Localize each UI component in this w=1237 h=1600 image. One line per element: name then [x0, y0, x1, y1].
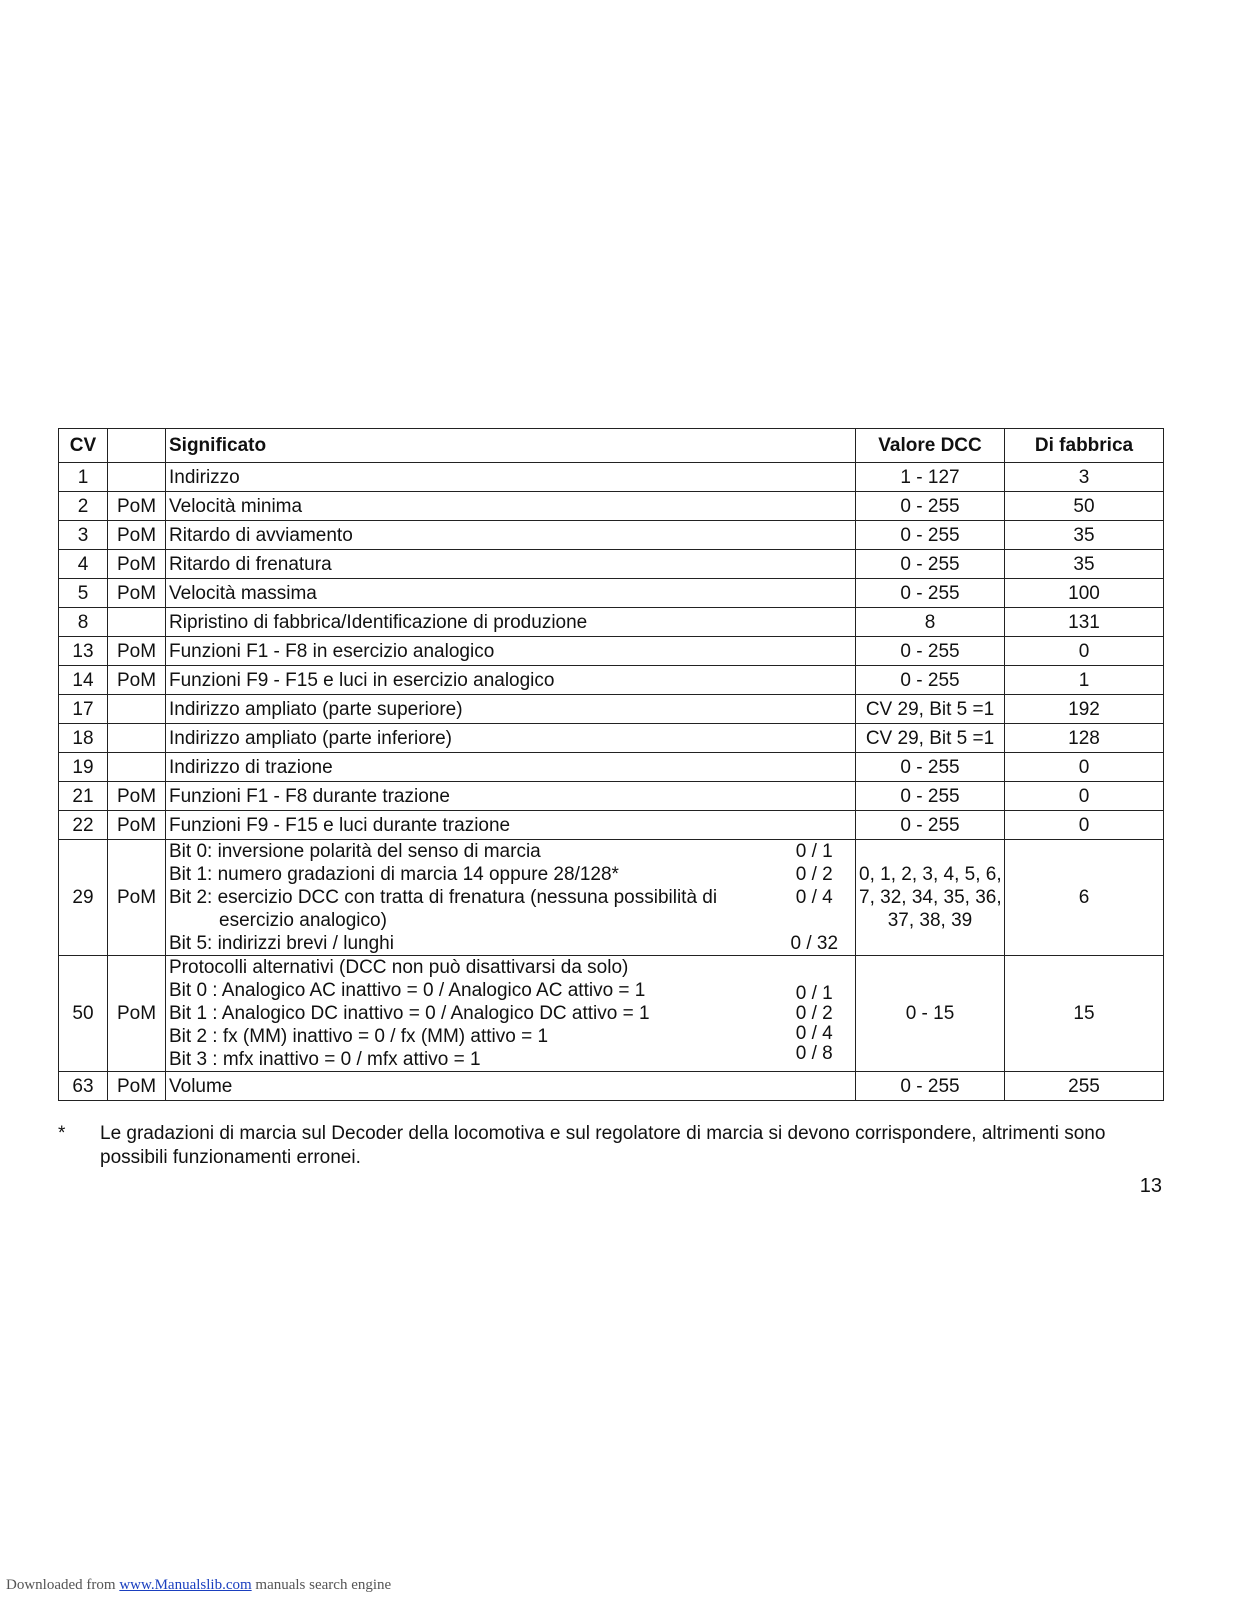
cv-number: 13: [59, 637, 108, 666]
cv-number: 17: [59, 695, 108, 724]
cv-table: [58, 428, 1164, 1101]
pom-flag: PoM: [108, 550, 166, 579]
cv-number: 1: [59, 463, 108, 492]
pom-flag: PoM: [108, 521, 166, 550]
cv50-bit-values: [774, 956, 856, 1072]
cv50-description: [166, 956, 774, 1072]
table-row: [59, 463, 1164, 492]
pom-flag: [108, 608, 166, 637]
cv-description: Funzioni F9 - F15 e luci durante trazione: [166, 811, 856, 840]
factory-value: 15: [1005, 956, 1164, 1072]
cv29-value-2: 0 / 4: [795, 887, 833, 908]
cv-number: 5: [59, 579, 108, 608]
dcc-range: 0 - 255: [856, 637, 1005, 666]
download-prefix: Downloaded from: [6, 1577, 120, 1593]
factory-value: 255: [1005, 1072, 1164, 1101]
table-row-cv29: [59, 840, 1164, 956]
table-header-row: [59, 429, 1164, 463]
cv29-value-1: 0 / 2: [795, 864, 833, 885]
dcc-range: 0 - 255: [856, 492, 1005, 521]
table-row: [59, 666, 1164, 695]
cv29-value-5: 0 / 32: [790, 933, 839, 954]
pom-flag: PoM: [108, 840, 166, 956]
cv50-value-0: 0 / 1: [795, 982, 833, 1004]
cv50-value-3: 0 / 8: [795, 1042, 833, 1064]
factory-value: 0: [1005, 782, 1164, 811]
dcc-range: 0 - 255: [856, 579, 1005, 608]
table-row: [59, 608, 1164, 637]
table-row: [59, 550, 1164, 579]
footnote-mark: *: [58, 1123, 66, 1144]
cv50-bit2: Bit 2 : fx (MM) inattivo = 0 / fx (MM) attivo = 1: [169, 1026, 549, 1047]
cv50-value-2: 0 / 4: [795, 1022, 833, 1044]
download-suffix: manuals search engine: [251, 1577, 392, 1593]
download-attribution: [6, 1577, 391, 1594]
cv-number: 29: [59, 840, 108, 956]
cv50-bit1: Bit 1 : Analogico DC inattivo = 0 / Analogico DC attivo = 1: [169, 1003, 650, 1024]
cv29-value-0: 0 / 1: [795, 841, 833, 862]
dcc-range: 0 - 255: [856, 753, 1005, 782]
cv-number: 14: [59, 666, 108, 695]
cv-description: Funzioni F1 - F8 in esercizio analogico: [166, 637, 856, 666]
page-number: 13: [1139, 1175, 1162, 1197]
dcc-range: 0 - 255: [856, 782, 1005, 811]
cv-number: 22: [59, 811, 108, 840]
cv29-description: [166, 840, 774, 956]
factory-value: 0: [1005, 637, 1164, 666]
pom-flag: PoM: [108, 492, 166, 521]
factory-value: 1: [1005, 666, 1164, 695]
manualslib-link[interactable]: www.Manualslib.com: [119, 1577, 252, 1593]
table-row-cv50: [59, 956, 1164, 1072]
dcc-range: 0 - 255: [856, 666, 1005, 695]
cv-description: Velocità minima: [166, 492, 856, 521]
pom-flag: PoM: [108, 811, 166, 840]
dcc-range: CV 29, Bit 5 =1: [856, 695, 1005, 724]
header-valore-dcc: Valore DCC: [856, 429, 1005, 463]
cv50-bit0: Bit 0 : Analogico AC inattivo = 0 / Analogico AC attivo = 1: [169, 980, 646, 1001]
table-row: [59, 811, 1164, 840]
cv-number: 2: [59, 492, 108, 521]
footnote-text: Le gradazioni di marcia sul Decoder della locomotiva e sul regolatore di marcia si devono corrispondere, altrimenti sono possibili funzionamenti erronei.: [100, 1123, 1106, 1168]
cv-number: 19: [59, 753, 108, 782]
cv29-bit2-cont: esercizio analogico): [219, 910, 387, 931]
table-row: [59, 724, 1164, 753]
cv-description: Indirizzo: [166, 463, 856, 492]
dcc-range: 0 - 255: [856, 811, 1005, 840]
cv-description: Indirizzo di trazione: [166, 753, 856, 782]
table-row: [59, 637, 1164, 666]
cv-description: Funzioni F1 - F8 durante trazione: [166, 782, 856, 811]
cv50-value-1: 0 / 2: [795, 1002, 833, 1024]
factory-value: 6: [1005, 840, 1164, 956]
table-row: [59, 753, 1164, 782]
factory-value: 0: [1005, 811, 1164, 840]
factory-value: 128: [1005, 724, 1164, 753]
pom-flag: PoM: [108, 782, 166, 811]
cv-description: Indirizzo ampliato (parte inferiore): [166, 724, 856, 753]
cv29-bit1: Bit 1: numero gradazioni di marcia 14 oppure 28/128*: [169, 864, 619, 885]
table-row: [59, 521, 1164, 550]
table-row: [59, 579, 1164, 608]
header-di-fabbrica: Di fabbrica: [1005, 429, 1164, 463]
factory-value: 35: [1005, 550, 1164, 579]
pom-flag: [108, 753, 166, 782]
pom-flag: [108, 463, 166, 492]
cv50-dcc-range: 0 - 15: [856, 956, 1005, 1072]
pom-flag: PoM: [108, 956, 166, 1072]
table-row: [59, 695, 1164, 724]
cv-number: 50: [59, 956, 108, 1072]
header-cv: CV: [59, 429, 108, 463]
factory-value: 3: [1005, 463, 1164, 492]
cv-description: Indirizzo ampliato (parte superiore): [166, 695, 856, 724]
cv-number: 3: [59, 521, 108, 550]
factory-value: 100: [1005, 579, 1164, 608]
footnote: [58, 1122, 1138, 1170]
table-row: [59, 782, 1164, 811]
cv29-bit-values: [774, 840, 856, 956]
cv50-intro: Protocolli alternativi (DCC non può disattivarsi da solo): [169, 957, 629, 978]
cv50-bit3: Bit 3 : mfx inattivo = 0 / mfx attivo = 1: [169, 1049, 481, 1070]
cv-description: Volume: [166, 1072, 856, 1101]
cv29-bit2: Bit 2: esercizio DCC con tratta di frenatura (nessuna possibilità di: [169, 887, 718, 908]
cv-number: 4: [59, 550, 108, 579]
header-significato: Significato: [166, 429, 856, 463]
pom-flag: PoM: [108, 666, 166, 695]
dcc-range: 0 - 255: [856, 1072, 1005, 1101]
pom-flag: PoM: [108, 1072, 166, 1101]
dcc-range: 0 - 255: [856, 550, 1005, 579]
cv-description: Funzioni F9 - F15 e luci in esercizio analogico: [166, 666, 856, 695]
cv-description: Ritardo di avviamento: [166, 521, 856, 550]
cv29-dcc-range: [856, 840, 1005, 956]
dcc-range: 8: [856, 608, 1005, 637]
factory-value: 50: [1005, 492, 1164, 521]
pom-flag: PoM: [108, 637, 166, 666]
cv29-dcc-line-1: 0, 1, 2, 3, 4, 5, 6,: [859, 864, 1002, 885]
cv-number: 18: [59, 724, 108, 753]
cv-description: Ripristino di fabbrica/Identificazione di produzione: [166, 608, 856, 637]
header-pom: [108, 429, 166, 463]
pom-flag: PoM: [108, 579, 166, 608]
factory-value: 0: [1005, 753, 1164, 782]
factory-value: 131: [1005, 608, 1164, 637]
cv29-dcc-line-2: 7, 32, 34, 35, 36,: [859, 887, 1002, 908]
pom-flag: [108, 695, 166, 724]
factory-value: 192: [1005, 695, 1164, 724]
cv-number: 21: [59, 782, 108, 811]
cv-description: Velocità massima: [166, 579, 856, 608]
table-row-cv63: [59, 1072, 1164, 1101]
cv29-bit0: Bit 0: inversione polarità del senso di marcia: [169, 841, 541, 862]
factory-value: 35: [1005, 521, 1164, 550]
cv-description: Ritardo di frenatura: [166, 550, 856, 579]
cv-number: 8: [59, 608, 108, 637]
dcc-range: 0 - 255: [856, 521, 1005, 550]
dcc-range: 1 - 127: [856, 463, 1005, 492]
table-row: [59, 492, 1164, 521]
dcc-range: CV 29, Bit 5 =1: [856, 724, 1005, 753]
cv29-dcc-line-3: 37, 38, 39: [887, 910, 973, 931]
cv-number: 63: [59, 1072, 108, 1101]
pom-flag: [108, 724, 166, 753]
cv29-bit5: Bit 5: indirizzi brevi / lunghi: [169, 933, 394, 954]
